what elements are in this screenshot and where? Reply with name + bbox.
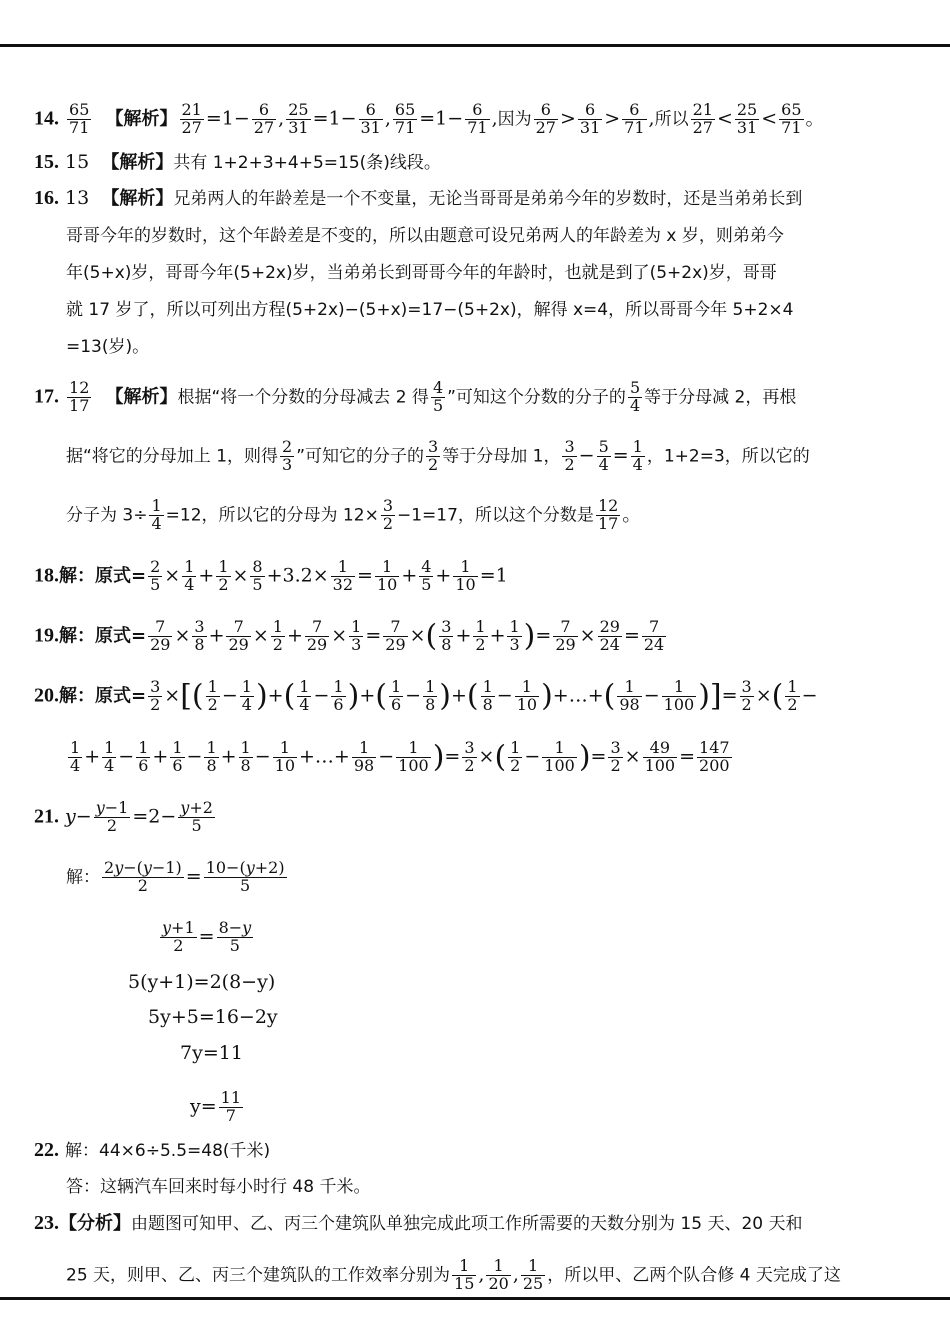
problem-23-line: 25 天，则甲、乙、丙三个建筑队的工作效率分别为 $\frac{1}{15}$ , $\frac{1}{20}$ , $\frac{1}{25}$ ，所以甲、乙两个队合修 4 天完成了这 (66, 1256, 841, 1293)
analysis-tag: 【分析】 (59, 1213, 131, 1234)
problem-number: 15. (34, 151, 59, 173)
problem-21-step: 5(y+1)=2(8−y) (128, 971, 276, 993)
problem-number: 20. (34, 684, 59, 707)
problem-16-line: =13(岁)。 (66, 337, 150, 357)
problem-number: 16. (34, 187, 59, 209)
analysis-tag: 【解析】 (105, 386, 178, 408)
problem-number: 21. (34, 805, 59, 828)
problem-21-step: $\frac{y+1}{2}$ = $\frac{8-y}{5}$ (162, 918, 252, 955)
problem-number: 17. (34, 385, 59, 408)
answer-fraction: $\frac{65}{71}$ (69, 100, 90, 137)
analysis-tag: 【解析】 (101, 188, 174, 209)
problem-23: 23.【分析】由题图可知甲、乙、丙三个建筑队单独完成此项工作所需要的天数分别为 15 天、20 天和 (34, 1212, 803, 1234)
problem-21: 21. y− $\frac{y-1}{2}$ =2− $\frac{y+2}{5}$ (34, 798, 213, 835)
problem-21-step: 5y+5=16−2y (148, 1006, 278, 1028)
problem-17-line: 据“将它的分母加上 1，则得 $\frac{2}{3}$ ”可知它的分子的 $\frac{3}{2}$ 等于分母加 1， $\frac{3}{2}$ − $\frac{5}{4}$ = $\frac{1}{4}$ ，1+2=3，所以它的 (66, 437, 810, 474)
top-rule (0, 44, 950, 47)
problem-22-answer: 答：这辆汽车回来时每小时行 48 千米。 (66, 1177, 371, 1197)
problem-22: 22. 解：44×6÷5.5=48(千米) (34, 1139, 271, 1161)
problem-21-step: 7y=11 (180, 1042, 243, 1064)
bottom-rule (0, 1297, 950, 1300)
problem-21-step: y= $\frac{11}{7}$ (190, 1088, 242, 1125)
problem-19: 19.解：原式= $\frac{7}{29}$ × $\frac{3}{8}$ + $\frac{7}{29}$ × $\frac{1}{2}$ + $\frac{7}{29}$ × $\frac{1}{3}$ = $\frac{7}{29}$ ×( $\frac{3}{8}$ + $\frac{1}{2}$ + $\frac{1}{3}$ )= $\frac{7}{29}$ × $\frac{29}{24}$ = $\frac{7}{24}$ (34, 617, 665, 654)
problem-number: 19. (34, 624, 59, 647)
problem-14: 14. $\frac{65}{71}$ 【解析】 $\frac{21}{27}$ =1− $\frac{6}{27}$ , $\frac{25}{31}$ =1− $\frac{6}{31}$ , $\frac{65}{71}$ =1− $\frac{6}{71}$ ,因为 $\frac{6}{27}$ > $\frac{6}{31}$ > $\frac{6}{71}$ ,所以 $\frac{21}{27}$ < $\frac{25}{31}$ < $\frac{65}{71}$ 。 (34, 100, 825, 137)
analysis-tag: 【解析】 (101, 152, 174, 173)
problem-16: 16. 13 【解析】兄弟两人的年龄差是一个不变量，无论当哥哥是弟弟今年的岁数时，还是当弟弟长到 (34, 187, 803, 209)
problem-20-line: $\frac{1}{4}$ + $\frac{1}{4}$ − $\frac{1}{6}$ + $\frac{1}{6}$ − $\frac{1}{8}$ + $\frac{1}{8}$ − $\frac{1}{10}$ +…+ $\frac{1}{98}$ − $\frac{1}{100}$ )= $\frac{3}{2}$ ×( $\frac{1}{2}$ − $\frac{1}{100}$ )= $\frac{3}{2}$ × $\frac{49}{100}$ = $\frac{147}{200}$ (70, 738, 730, 775)
problem-20: 20.解：原式= $\frac{3}{2}$ ×[( $\frac{1}{2}$ − $\frac{1}{4}$ )+( $\frac{1}{4}$ − $\frac{1}{6}$ )+( $\frac{1}{6}$ − $\frac{1}{8}$ )+( $\frac{1}{8}$ − $\frac{1}{10}$ )+…+( $\frac{1}{98}$ − $\frac{1}{100}$ )]= $\frac{3}{2}$ ×( $\frac{1}{2}$ − (34, 677, 818, 714)
problem-number: 14. (34, 107, 59, 130)
problem-16-line: 年(5+x)岁，哥哥今年(5+2x)岁，当弟弟长到哥哥今年的年龄时，也就是到了(5+2x)岁，哥哥 (66, 263, 777, 283)
analysis-tag: 【解析】 (105, 108, 178, 130)
problem-21-step: 解： $\frac{2y-(y-1)}{2}$ = $\frac{10-(y+2)}{5}$ (66, 858, 285, 895)
problem-number: 18. (34, 564, 59, 587)
problem-16-line: 哥哥今年的岁数时，这个年龄差是不变的，所以由题意可设兄弟两人的年龄差为 x 岁，则弟弟今 (66, 226, 784, 246)
problem-15: 15. 15 【解析】共有 1+2+3+4+5=15(条)线段。 (34, 151, 441, 173)
problem-number: 23. (34, 1212, 59, 1234)
problem-17-line: 分子为 3÷ $\frac{1}{4}$ =12，所以它的分母为 12× $\frac{3}{2}$ −1=17，所以这个分数是 $\frac{12}{17}$ 。 (66, 496, 642, 533)
problem-17: 17. $\frac{12}{17}$ 【解析】根据“将一个分数的分母减去 2 得 $\frac{4}{5}$ ”可知这个分数的分子的 $\frac{5}{4}$ 等于分母减 2，再根 (34, 378, 797, 415)
problem-number: 22. (34, 1139, 59, 1161)
problem-16-line: 就 17 岁了，所以可列出方程(5+2x)−(5+x)=17−(5+2x)，解得 x=4，所以哥哥今年 5+2×4 (66, 300, 794, 320)
problem-18: 18.解：原式= $\frac{2}{5}$ × $\frac{1}{4}$ + $\frac{1}{2}$ × $\frac{8}{5}$ +3.2× $\frac{1}{32}$ = $\frac{1}{10}$ + $\frac{4}{5}$ + $\frac{1}{10}$ =1 (34, 557, 508, 594)
